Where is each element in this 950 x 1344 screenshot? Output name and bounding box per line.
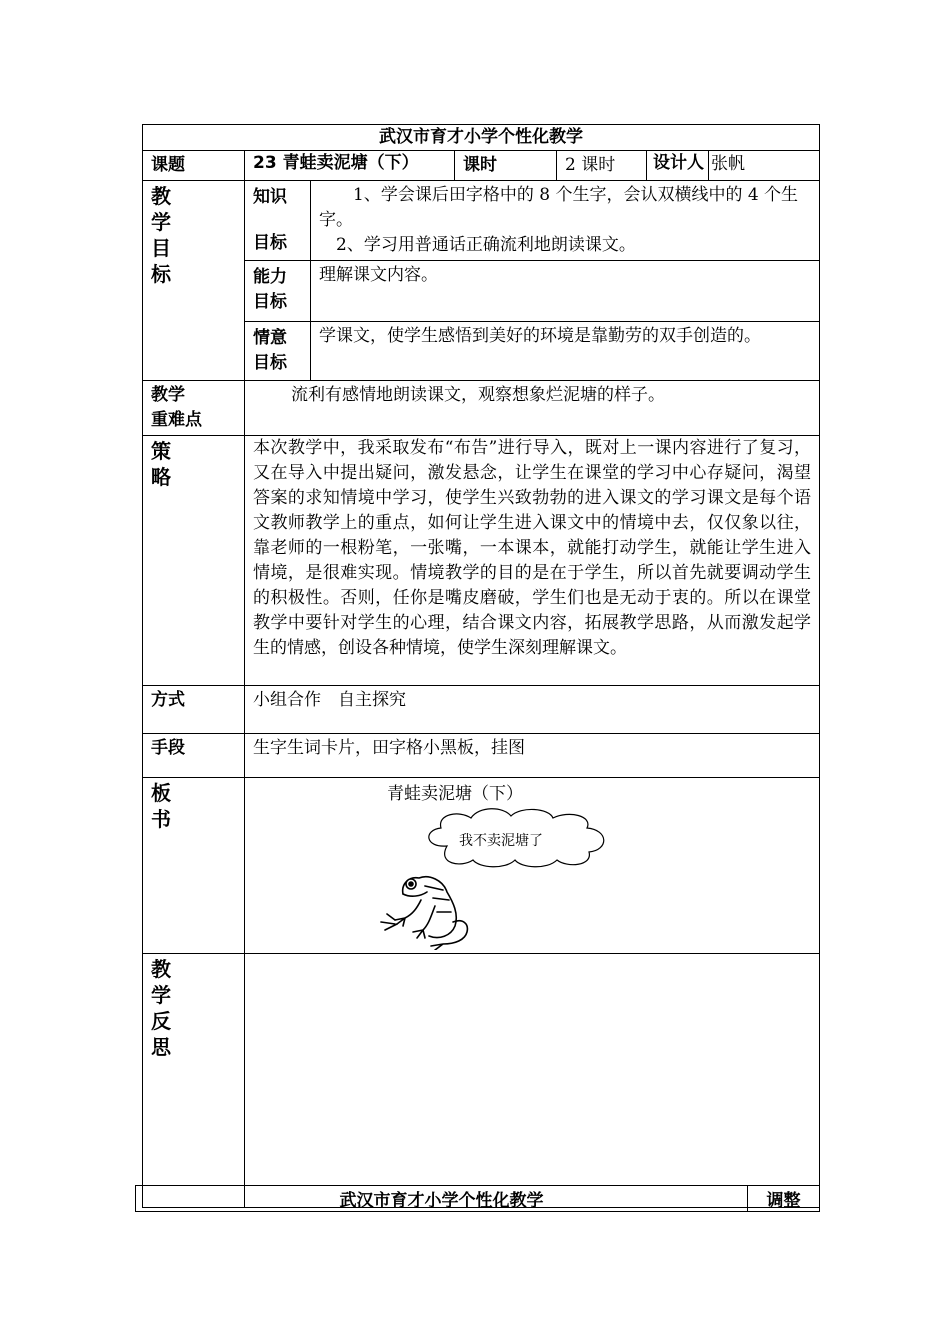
school-title: 武汉市育才小学个性化教学 [379, 127, 584, 147]
designer-label-cell [647, 151, 709, 181]
topic-label: 课题 [151, 155, 185, 175]
period-label: 课时 [463, 155, 497, 175]
method-text: 小组合作 自主探究 [245, 686, 820, 734]
footer-table [135, 1185, 820, 1212]
ability-label: 能力目标 [245, 261, 311, 321]
footer-adjust-label: 调整 [748, 1186, 820, 1212]
objectives-section-label [143, 181, 245, 381]
board-title: 青蛙卖泥塘（下） [387, 784, 523, 804]
reflection-char-1: 教 [151, 957, 171, 981]
knowledge-label-2: 目标 [253, 233, 287, 253]
key-points-label-2: 重难点 [151, 410, 202, 430]
frog-icon [373, 866, 473, 950]
reflection-char-2: 学 [151, 983, 171, 1007]
reflection-content-cell [245, 954, 820, 1208]
footer-school-title: 武汉市育才小学个性化教学 [136, 1186, 748, 1212]
knowledge-text-1: 1、学会课后田字格中的 8 个生字，会认双横线中的 4 个生字。 [319, 185, 799, 230]
reflection-char-4: 思 [151, 1035, 171, 1059]
lesson-plan-table [142, 124, 820, 1208]
emotion-label: 情意目标 [245, 322, 311, 380]
key-points-label-cell [143, 381, 245, 436]
board-char-1: 板 [151, 781, 171, 805]
emotion-objective-cell [245, 322, 820, 381]
bubble-text: 我不卖泥塘了 [459, 833, 543, 849]
board-content-cell [245, 778, 820, 954]
means-text: 生字生词卡片，田字格小黑板，挂图 [245, 734, 820, 778]
objectives-char-4: 标 [151, 262, 171, 286]
emotion-text: 学课文，使学生感悟到美好的环境是靠勤劳的双手创造的。 [319, 326, 761, 346]
means-label: 手段 [143, 734, 245, 778]
period-label-cell [455, 151, 557, 181]
topic-value: 23 青蛙卖泥塘（下） [253, 153, 419, 173]
reflection-char-3: 反 [151, 1009, 171, 1033]
reflection-label-cell [143, 954, 245, 1208]
designer-label: 设计人 [653, 153, 704, 173]
ability-text: 理解课文内容。 [319, 265, 438, 285]
designer-value: 张帆 [711, 154, 745, 174]
objectives-char-3: 目 [151, 236, 171, 260]
designer-value-cell [709, 151, 820, 181]
period-value: 2 课时 [565, 155, 616, 175]
key-points-label-1: 教学 [151, 385, 185, 405]
period-value-cell [557, 151, 647, 181]
strategy-char-2: 略 [151, 465, 171, 489]
method-label: 方式 [143, 686, 245, 734]
board-label-cell [143, 778, 245, 954]
board-char-2: 书 [151, 807, 171, 831]
knowledge-label-1: 知识 [253, 187, 287, 207]
knowledge-objective-cell [245, 181, 820, 261]
objectives-char-2: 学 [151, 210, 171, 234]
table-title [143, 125, 820, 151]
key-points-text: 流利有感情地朗读课文，观察想象烂泥塘的样子。 [245, 381, 820, 436]
topic-label-cell [143, 151, 245, 181]
strategy-text: 本次教学中，我采取发布“布告”进行导入，既对上一课内容进行了复习，又在导入中提出疑问，激发悬念，让学生在课堂的学习中心存疑问，渴望答案的求知情境中学习，使学生兴致勃勃的进入课文的学习课文是每个语文教师教学上的重点，如何让学生进入课文中的情境中去，仅仅象以往，靠老师的一根粉笔，一张嘴，一本课本，就能打动学生，就能让学生进入情境，是很难实现。情境教学的目的是在于学生，所以首先就要调动学生的积极性。否则，任你是嘴皮磨破，学生们也是无动于衷的。所以在课堂教学中要针对学生的心理，结合课文内容，拓展教学思路，从而激发起学生的情感，创设各种情境，使学生深刻理解课文。 [245, 436, 820, 686]
objectives-char-1: 教 [151, 184, 171, 208]
topic-value-cell [245, 151, 455, 181]
strategy-label-cell [143, 436, 245, 686]
ability-objective-cell [245, 261, 820, 322]
strategy-char-1: 策 [151, 439, 171, 463]
knowledge-text-2: 2、学习用普通话正确流利地朗读课文。 [336, 235, 636, 255]
